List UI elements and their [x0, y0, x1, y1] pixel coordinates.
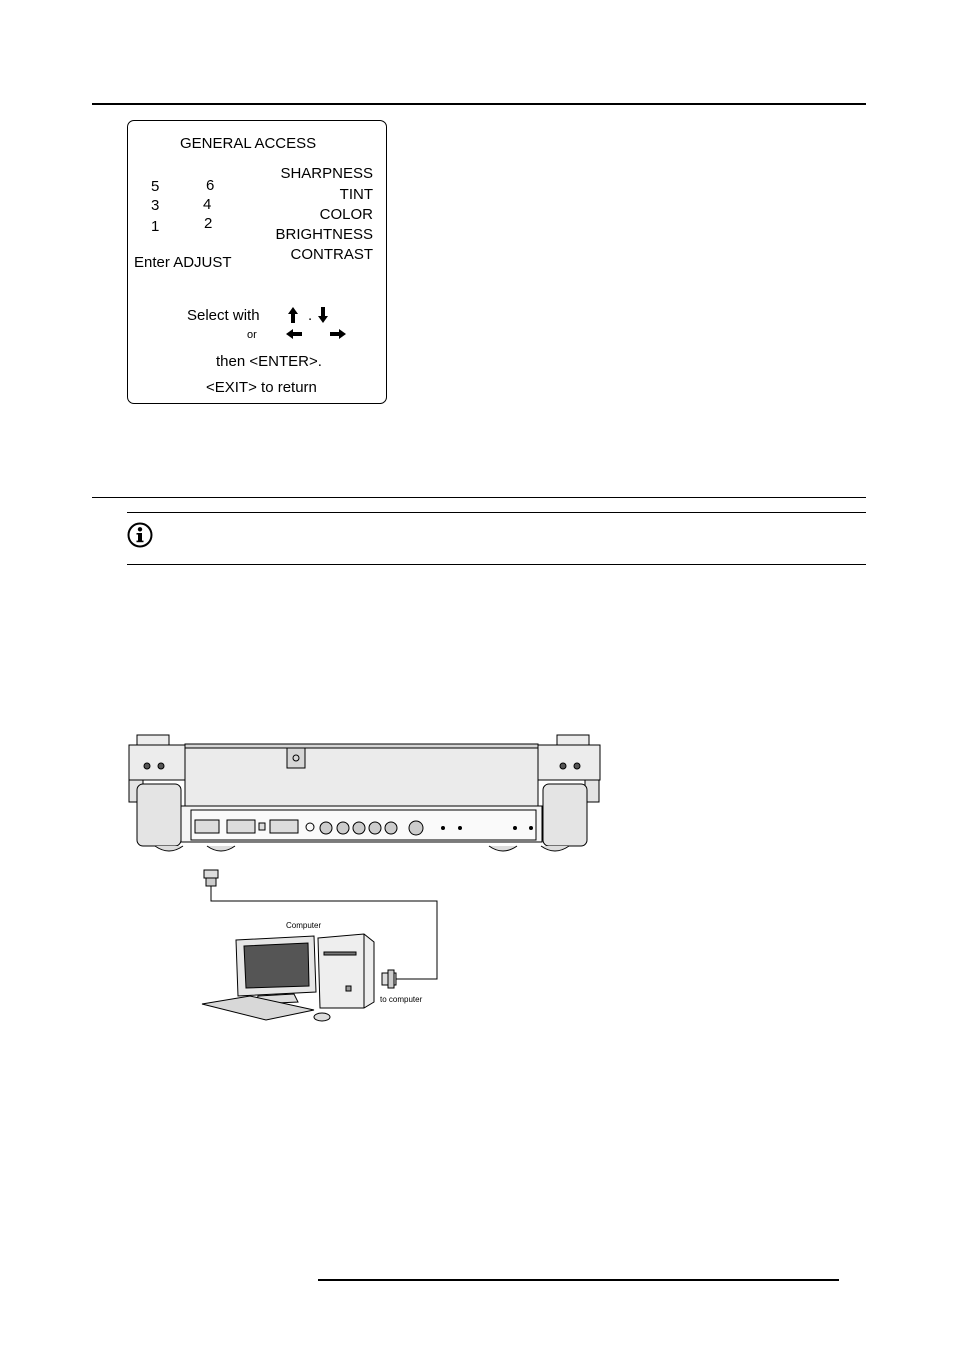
menu-number: 6 — [206, 177, 215, 194]
menu-number: 3 — [151, 197, 160, 214]
info-icon — [127, 522, 153, 548]
computer-illustration — [198, 930, 378, 1025]
menu-number: 4 — [203, 196, 212, 213]
computer-label: Computer — [286, 921, 322, 930]
projector-rear-view — [125, 732, 607, 860]
enter-adjust-label: Enter ADJUST — [134, 254, 232, 271]
note-bottom-rule — [127, 564, 866, 565]
or-label: or — [247, 329, 257, 341]
menu-item-color: COLOR — [319, 206, 373, 223]
arrow-left-icon — [286, 329, 302, 339]
then-enter-label: then <ENTER>. — [216, 353, 322, 370]
menu-number: 1 — [151, 218, 160, 235]
menu-title: GENERAL ACCESS — [180, 135, 317, 152]
section-rule — [92, 497, 866, 498]
footer-rule — [318, 1279, 839, 1281]
menu-item-sharpness: SHARPNESS — [280, 165, 373, 182]
note-top-rule — [127, 512, 866, 513]
arrow-up-icon — [288, 307, 298, 323]
menu-number: 2 — [204, 215, 213, 232]
menu-number: 5 — [151, 178, 160, 195]
exit-return-label: <EXIT> to return — [206, 379, 317, 396]
general-access-menu — [127, 120, 387, 404]
menu-item-contrast: CONTRAST — [290, 246, 373, 263]
to-computer-label: to computer — [380, 995, 423, 1004]
menu-item-brightness: BRIGHTNESS — [275, 226, 373, 243]
arrow-down-icon — [318, 307, 328, 323]
arrow-separator: . — [308, 307, 313, 324]
select-with-label: Select with — [187, 307, 260, 324]
menu-item-tint: TINT — [339, 186, 373, 203]
header-rule — [92, 103, 866, 105]
arrow-right-icon — [330, 329, 346, 339]
